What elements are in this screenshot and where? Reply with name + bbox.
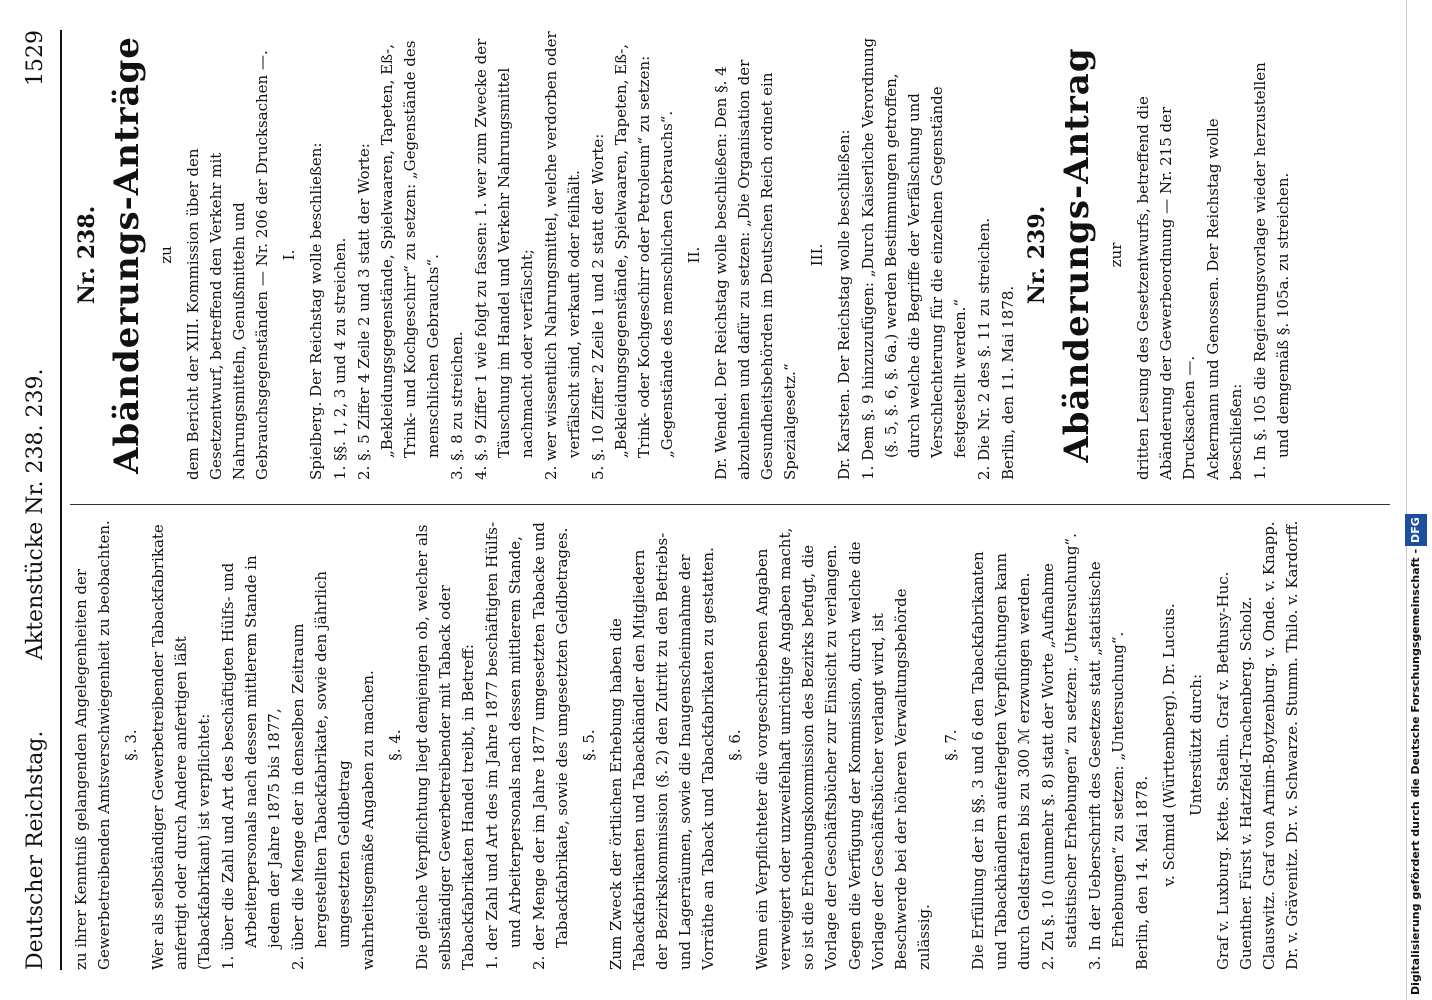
right-column-ctr-2: zu [157, 246, 175, 264]
right-column [70, 30, 1296, 480]
left-column-ctr-21: Unterstützt durch: [1187, 673, 1205, 817]
right-column-p-22: dritten Lesung des Gesetzentwurfs, betreffend die Abänderung der Gewerbeordnung — Nr. 215 der Drucksachen —. [1134, 96, 1198, 480]
left-column-ctr-1: §. 3. [122, 729, 140, 761]
left-column-ind-9: 2. der Menge der im Jahre 1877 umgesetzten Tabacke und Tabackfabrikate, sowie des umgesetzten Geldbetrages. [530, 522, 571, 970]
right-column-p-5: Spielberg. Der Reichstag wolle beschließen: [307, 142, 325, 480]
left-column-p-19: Berlin, den 14. Mai 1878. [1133, 775, 1151, 970]
left-column [70, 520, 1305, 970]
right-column-big-20: Abänderungs-Antrag [1057, 47, 1097, 463]
right-column-big-1: Abänderungs-Anträge [107, 36, 147, 474]
right-column-p-13: Dr. Wendel. Der Reichstag wolle beschließen: Den §. 4 abzulehnen und dafür zu setzen: „Die Organisation der Gesundheitsbehörden im Deutschen Reich ordnet ein Spezialgesetz.“ [712, 59, 799, 480]
header-rule [60, 30, 62, 970]
left-column-p-22: Graf v. Luxburg. Kette. Staelin. Graf v. Bethusy-Huc. Guenther. Fürst v. Hatzfeld-Trachenberg. Scholz. Clauswitz. Graf von Arnim-Boytzenburg. v. Onde. v. Knapp. Dr. v. Grävenitz. Dr. v. Schwarze. Stumm. Thilo. v. Kardorff. [1214, 520, 1301, 970]
left-column-p-5: wahrheitsgemäße Angaben zu machen. [359, 670, 377, 970]
left-column-p-13: Wenn ein Verpflichteter die vorgeschriebenen Angaben verweigert oder unzweifelhaft unrichtige Angaben macht, so ist die Erhebungskommission des Bezirks befugt, die Vorlage der Geschäftsbücher zur Einsicht zu verlangen. [753, 527, 840, 970]
right-column-ind-24: 1. In §. 105 die Regierungsvorlage wieder herzustellen und demgemäß §. 105a. zu streichen. [1251, 62, 1292, 480]
right-column-ctr-4: I. [280, 249, 298, 261]
right-column-ind-11: 5. §. 10 Ziffer 2 Zeile 1 und 2 statt der Worte: „Bekleidungsgegenstände, Spielwaaren, Tapeten, Eß-, Trink- oder Kochgeschirr oder Petroleum“ zu setzen: „Gegenstände des menschlichen Gebrauchs“. [589, 44, 676, 480]
page-header [16, 30, 56, 970]
right-column-ind-16: 1. Dem §. 9 hinzuzufügen: „Durch Kaiserliche Verordnung (§. 5, §. 6, §. 6a.) werden Bestimmungen getroffen, durch welche die Begriffe der Verfälschung und Verschlechterung für die einzelnen Gegenstände festgestellt werden.“ [859, 37, 969, 480]
right-column-p-18: Berlin, den 11. Mai 1878. [999, 285, 1017, 480]
left-column-ind-18: 3. In der Ueberschrift des Gesetzes statt „statistische Erhebungen“ zu setzen: „Untersuchung“. [1086, 561, 1127, 970]
left-column-ctr-6: §. 4. [386, 729, 404, 761]
right-column-ctr-21: zur [1107, 242, 1125, 268]
left-column-ind-4: 2. über die Menge der in denselben Zeitraum hergestellten Tabackfabrikate, sowie den jährlich umgesetzten Geldbetrag [289, 570, 353, 970]
left-column-p-11: Zum Zweck der örtlichen Erhebung haben die Tabackfabrikanten und Tabackhändler den Mitgliedern der Bezirkskommission (§. 2) den Zutritt zu den Betriebs- und Lagerräumen, sowie die Inaugenscheinnahme der Vorräthe an Taback und Tabackfabrikaten zu gestatten. [607, 532, 717, 970]
left-column-ctr-12: §. 6. [726, 729, 744, 761]
right-column-ind-9: 4. §. 9 Ziffer 1 wie folgt zu fassen: 1. wer zum Zwecke der Täuschung im Handel und Verkehr Nahrungsmittel nachmacht oder verfälscht; [472, 38, 536, 480]
right-column-ind-7: 2. §. 5 Ziffer 4 Zeile 2 und 3 statt der Worte: „Bekleidungsgegenstände, Spielwaaren, Tapeten, Eß-, Trink- und Kochgeschirr“ zu setzen: „Gegenstände des menschlichen Gebrauchs“. [355, 40, 442, 480]
right-column-p-23: Ackermann und Genossen. Der Reichstag wolle beschließen: [1204, 118, 1245, 480]
left-column-p-14: Gegen die Verfügung der Kommission, durch welche die Vorlage der Geschäftsbücher verlangt wird, ist Beschwerde bei der höheren Verwaltungsbehörde zulässig. [846, 541, 933, 970]
header-left: Deutscher Reichstag. [23, 730, 48, 970]
left-column-p-2: Wer als selbständiger Gewerbetreibender Tabackfabrikate anfertigt oder durch Andere anfertigen läßt (Tabackfabrikant) ist verpflichtet: [149, 524, 213, 970]
left-column-p-7: Die gleiche Verpflichtung liegt demjenigen ob, welcher als selbständiger Gewerbetreibender mit Taback oder Tabackfabrikaten Handel treibt, in Betreff: [413, 524, 477, 970]
left-column-ctr-15: §. 7. [942, 729, 960, 761]
rotated-document-page [10, 10, 1400, 990]
left-column-p-16: Die Erfüllung der in §§. 3 und 6 den Tabackfabrikanten und Tabackhändlern auferlegten Verpflichtungen kann durch Geldstrafen bis zu 300 ℳ erzwungen werden. [969, 551, 1033, 970]
right-column-ctr-12: II. [685, 246, 703, 264]
left-column-p-0: zu ihrer Kenntniß gelangenden Angelegenheiten der Gewerbetreibenden Amtsverschwiegenheit zu beobachten. [72, 520, 113, 970]
credit-text: Digitalisierung gefördert durch die Deutsche Forschungsgemeinschaft - [1409, 548, 1422, 995]
right-column-ind-10: 2. wer wissentlich Nahrungsmittel, welche verdorben oder verfälscht sind, verkauft oder feilhält. [542, 31, 583, 480]
left-column-ctr-20: v. Schmid (Württemberg). Dr. Lucius. [1160, 603, 1178, 887]
digitization-credit [1405, 5, 1427, 995]
left-column-ind-3: 1. über die Zahl und Art des beschäftigten Hülfs- und Arbeiterpersonals nach dessen mittlerem Stande in jedem der Jahre 1875 bis 1877, [219, 555, 283, 970]
header-center: Aktenstücke Nr. 238. 239. [23, 368, 48, 660]
right-column-num-19: Nr. 239. [1024, 205, 1050, 305]
left-column-ind-8: 1. der Zahl und Art des im Jahre 1877 beschäftigten Hülfs- und Arbeiterpersonals nach dessen mittlerem Stande, [483, 521, 524, 970]
right-column-ind-17: 2. Die Nr. 2 des §. 11 zu streichen. [975, 217, 993, 480]
right-column-ind-6: 1. §§. 1, 2, 3 und 4 zu streichen. [331, 237, 349, 480]
column-divider [70, 504, 1390, 505]
left-column-ind-17: 2. Zu §. 10 (nunmehr §. 8) statt der Worte „Aufnahme statistischer Erhebungen“ zu setzen: „Untersuchung“. [1039, 533, 1080, 970]
right-column-ctr-14: III. [808, 243, 826, 267]
right-column-num-0: Nr. 238. [74, 205, 100, 305]
page-number: 1529 [23, 30, 48, 86]
right-column-ind-8: 3. §. 8 zu streichen. [448, 331, 466, 480]
right-column-p-3: dem Bericht der XIII. Kommission über den Gesetzentwurf, betreffend den Verkehr mit Nahrungsmitteln, Genußmitteln und Gebrauchsgegenständen — Nr. 206 der Drucksachen —. [184, 50, 271, 480]
dfg-logo: DFG [1405, 514, 1427, 546]
left-column-ctr-10: §. 5. [580, 729, 598, 761]
right-column-p-15: Dr. Karsten. Der Reichstag wolle beschließen: [835, 129, 853, 480]
